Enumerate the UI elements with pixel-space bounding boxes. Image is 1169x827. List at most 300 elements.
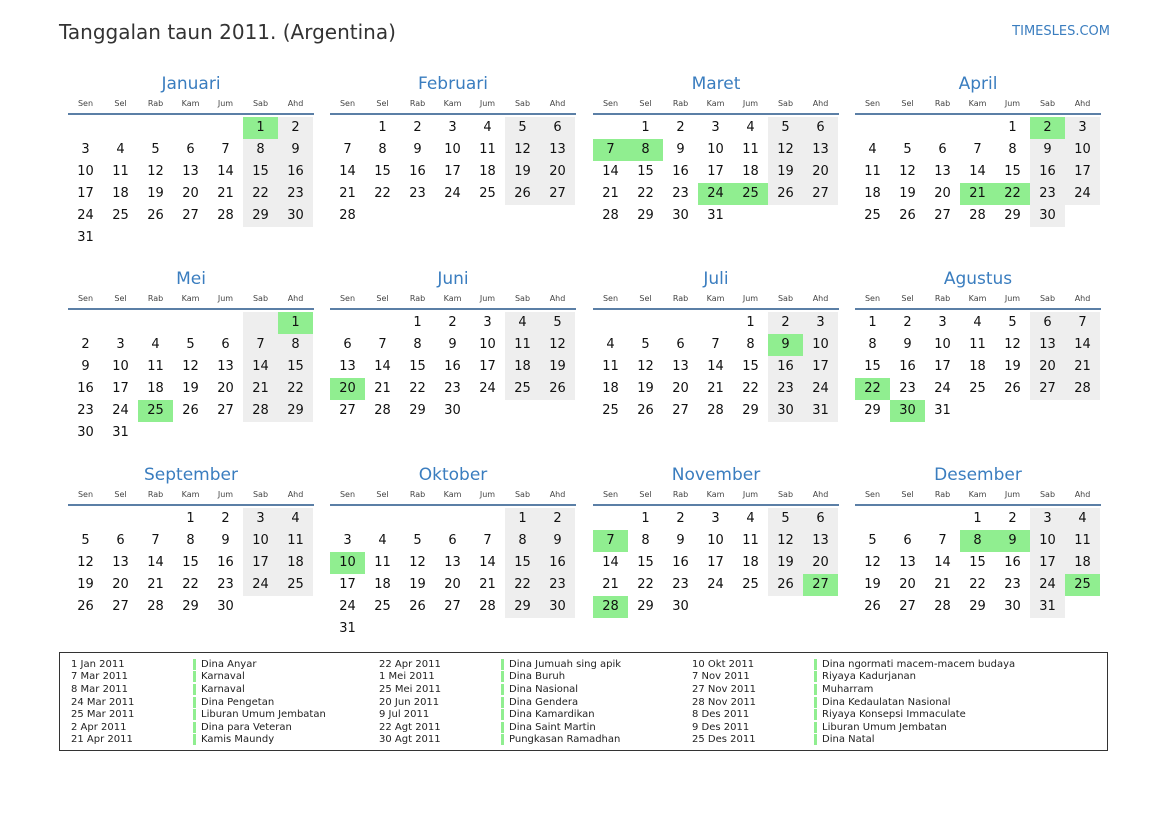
weekday-label: Sel — [639, 99, 652, 108]
holiday-day-cell: 7 — [593, 530, 628, 552]
holiday-name: Pungkasan Ramadhan — [509, 734, 621, 746]
day-cell: 22 — [969, 577, 986, 592]
empty-day-cell — [925, 508, 960, 530]
month-agustus — [855, 268, 1101, 422]
month-name: Oktober — [418, 465, 488, 485]
holiday-name: Dina Gendera — [509, 696, 579, 708]
day-cell: 21 — [602, 577, 619, 592]
holiday-name: Riyaya Konsepsi Immaculate — [822, 709, 966, 721]
day-cell: 6 — [938, 142, 947, 157]
day-cell: 12 — [637, 359, 654, 374]
holiday-marker — [814, 671, 817, 682]
day-cell: 27 — [339, 403, 356, 418]
day-cell: 7 — [221, 142, 230, 157]
day-cell: 15 — [969, 555, 986, 570]
holiday-name: Dina ngormati macem-macem budaya — [822, 658, 1016, 670]
holiday-name: Dina para Veteran — [201, 721, 292, 733]
holiday-marker — [501, 659, 504, 670]
day-cell: 18 — [602, 381, 619, 396]
day-cell: 23 — [217, 577, 234, 592]
day-cell: 7 — [938, 533, 947, 548]
empty-day-cell — [365, 508, 400, 530]
day-cell: 13 — [339, 359, 356, 374]
weekday-label: Ahd — [1074, 490, 1091, 499]
empty-day-cell — [995, 400, 1030, 422]
weekday-label: Sen — [339, 490, 356, 499]
month-maret — [593, 73, 839, 227]
day-cell: 12 — [864, 555, 881, 570]
day-cell: 2 — [81, 337, 90, 352]
day-cell: 1 — [746, 315, 755, 330]
day-cell: 3 — [116, 337, 125, 352]
holiday-day-cell: 10 — [330, 552, 365, 574]
empty-day-cell — [540, 400, 575, 422]
holiday-day-cell: 25 — [138, 400, 173, 422]
holiday-date: 20 Jun 2011 — [379, 696, 440, 708]
weekday-label: Kam — [181, 294, 200, 303]
month-name: Januari — [161, 74, 221, 94]
weekday-label: Sel — [376, 99, 389, 108]
day-cell: 6 — [803, 117, 838, 139]
weekday-label: Jum — [479, 294, 496, 303]
holiday-marker — [501, 671, 504, 682]
day-cell: 15 — [182, 555, 199, 570]
day-cell: 23 — [540, 574, 575, 596]
day-cell: 16 — [672, 555, 689, 570]
day-cell: 30 — [77, 425, 94, 440]
day-cell: 24 — [1030, 574, 1065, 596]
day-cell: 17 — [707, 555, 724, 570]
empty-day-cell — [68, 312, 103, 334]
empty-day-cell — [243, 596, 278, 618]
site-link[interactable]: TIMESLES.COM — [1012, 24, 1110, 39]
day-cell: 17 — [479, 359, 496, 374]
day-cell: 10 — [934, 337, 951, 352]
day-cell: 12 — [147, 164, 164, 179]
day-cell: 17 — [803, 356, 838, 378]
day-cell: 16 — [672, 164, 689, 179]
day-cell: 15 — [505, 552, 540, 574]
weekday-label: Jum — [1004, 99, 1021, 108]
day-cell: 9 — [540, 530, 575, 552]
day-cell: 7 — [483, 533, 492, 548]
holiday-name: Liburan Umum Jembatan — [201, 709, 326, 721]
day-cell: 20 — [672, 381, 689, 396]
day-cell: 30 — [1004, 599, 1021, 614]
holiday-entry — [379, 696, 621, 709]
day-cell: 15 — [374, 164, 391, 179]
empty-day-cell — [103, 227, 138, 249]
empty-day-cell — [400, 205, 435, 227]
day-cell: 3 — [343, 533, 352, 548]
day-cell: 16 — [77, 381, 94, 396]
day-cell: 22 — [243, 183, 278, 205]
day-cell: 28 — [217, 208, 234, 223]
day-cell: 11 — [112, 164, 129, 179]
day-cell: 3 — [483, 315, 492, 330]
weekday-label: Sab — [252, 99, 269, 108]
day-cell: 1 — [1008, 120, 1017, 135]
day-cell: 11 — [1065, 530, 1100, 552]
day-cell: 10 — [479, 337, 496, 352]
day-cell: 15 — [742, 359, 759, 374]
empty-day-cell — [208, 312, 243, 334]
header-divider — [855, 504, 1101, 506]
day-grid — [593, 117, 839, 227]
weekday-label: Sab — [252, 490, 269, 499]
holiday-marker — [814, 697, 817, 708]
weekday-label: Rab — [147, 99, 164, 108]
day-cell: 17 — [339, 577, 356, 592]
holiday-day-cell: 21 — [960, 183, 995, 205]
weekday-label: Sen — [77, 490, 94, 499]
day-grid — [68, 508, 314, 618]
day-cell: 5 — [868, 533, 877, 548]
holiday-entry — [71, 708, 326, 721]
empty-day-cell — [330, 117, 365, 139]
day-cell: 17 — [707, 164, 724, 179]
day-cell: 26 — [505, 183, 540, 205]
weekday-header — [855, 488, 1101, 502]
holiday-date: 8 Des 2011 — [692, 709, 750, 721]
day-cell: 29 — [637, 208, 654, 223]
day-cell: 23 — [899, 381, 916, 396]
holiday-name: Dina Kedaulatan Nasional — [822, 696, 951, 708]
day-cell: 8 — [505, 530, 540, 552]
empty-day-cell — [103, 508, 138, 530]
empty-day-cell — [540, 618, 575, 640]
day-cell: 13 — [899, 555, 916, 570]
holiday-entry — [379, 658, 621, 671]
day-cell: 28 — [602, 208, 619, 223]
weekday-label: Jum — [217, 490, 234, 499]
day-cell: 25 — [602, 403, 619, 418]
day-cell: 13 — [182, 164, 199, 179]
day-cell: 22 — [374, 186, 391, 201]
day-cell: 15 — [637, 164, 654, 179]
day-cell: 27 — [934, 208, 951, 223]
month-name: Mei — [176, 269, 206, 289]
holiday-entry — [379, 721, 621, 734]
month-name: Juli — [703, 269, 729, 289]
holiday-marker — [193, 722, 196, 733]
day-cell: 18 — [1065, 552, 1100, 574]
day-cell: 12 — [1004, 337, 1021, 352]
day-cell: 27 — [182, 208, 199, 223]
day-cell: 18 — [505, 356, 540, 378]
day-cell: 20 — [934, 186, 951, 201]
day-cell: 11 — [864, 164, 881, 179]
day-cell: 5 — [81, 533, 90, 548]
holiday-day-cell: 8 — [960, 530, 995, 552]
day-cell: 20 — [217, 381, 234, 396]
holiday-day-cell: 27 — [803, 574, 838, 596]
empty-day-cell — [855, 117, 890, 139]
empty-day-cell — [505, 205, 540, 227]
empty-day-cell — [470, 618, 505, 640]
day-cell: 1 — [186, 511, 195, 526]
empty-day-cell — [243, 312, 278, 334]
weekday-label: Sen — [864, 490, 881, 499]
holiday-column — [692, 658, 1015, 746]
day-grid — [855, 312, 1101, 422]
weekday-label: Jum — [217, 294, 234, 303]
day-cell: 13 — [672, 359, 689, 374]
holiday-name: Dina Buruh — [509, 671, 566, 683]
month-name: April — [958, 74, 998, 94]
day-cell: 26 — [899, 208, 916, 223]
day-cell: 6 — [221, 337, 230, 352]
day-cell: 4 — [278, 508, 313, 530]
day-cell: 19 — [899, 186, 916, 201]
day-cell: 19 — [409, 577, 426, 592]
day-cell: 10 — [77, 164, 94, 179]
weekday-label: Rab — [409, 99, 426, 108]
header-divider — [593, 504, 839, 506]
empty-day-cell — [365, 205, 400, 227]
weekday-label: Ahd — [1074, 99, 1091, 108]
day-cell: 19 — [77, 577, 94, 592]
day-cell: 10 — [444, 142, 461, 157]
day-cell: 5 — [768, 117, 803, 139]
day-cell: 26 — [77, 599, 94, 614]
holiday-entry — [692, 721, 1015, 734]
weekday-label: Kam — [181, 490, 200, 499]
month-november — [593, 464, 839, 618]
month-februari — [330, 73, 576, 227]
weekday-label: Sen — [602, 294, 619, 303]
day-cell: 22 — [278, 378, 313, 400]
day-cell: 9 — [278, 139, 313, 161]
weekday-label: Sel — [376, 294, 389, 303]
weekday-label: Rab — [147, 490, 164, 499]
month-april — [855, 73, 1101, 227]
holiday-day-cell: 22 — [855, 378, 890, 400]
empty-day-cell — [1030, 400, 1065, 422]
day-cell: 5 — [186, 337, 195, 352]
holiday-date: 7 Nov 2011 — [692, 671, 750, 683]
holiday-date: 2 Apr 2011 — [71, 721, 127, 733]
holiday-date: 21 Apr 2011 — [71, 734, 133, 746]
empty-day-cell — [138, 312, 173, 334]
day-cell: 14 — [147, 555, 164, 570]
day-cell: 2 — [221, 511, 230, 526]
day-cell: 30 — [278, 205, 313, 227]
month-name: Februari — [418, 74, 488, 94]
day-cell: 15 — [864, 359, 881, 374]
day-cell: 12 — [540, 334, 575, 356]
weekday-label: Kam — [706, 294, 725, 303]
holiday-date: 25 Mar 2011 — [71, 709, 135, 721]
empty-day-cell — [628, 312, 663, 334]
empty-day-cell — [698, 312, 733, 334]
weekday-label: Sel — [114, 490, 127, 499]
weekday-label: Kam — [706, 99, 725, 108]
day-cell: 1 — [641, 511, 650, 526]
holiday-name: Dina Jumuah sing apik — [509, 658, 622, 670]
day-grid — [330, 508, 576, 640]
day-cell: 4 — [868, 142, 877, 157]
day-cell: 11 — [969, 337, 986, 352]
day-cell: 13 — [803, 530, 838, 552]
day-cell: 22 — [742, 381, 759, 396]
weekday-label: Ahd — [549, 294, 566, 303]
day-cell: 6 — [186, 142, 195, 157]
empty-day-cell — [68, 117, 103, 139]
day-cell: 4 — [746, 120, 755, 135]
day-cell: 14 — [602, 555, 619, 570]
empty-day-cell — [960, 400, 995, 422]
holiday-name: Dina Pengetan — [201, 696, 275, 708]
holiday-day-cell: 2 — [1030, 117, 1065, 139]
holiday-marker — [501, 734, 504, 745]
day-cell: 27 — [217, 403, 234, 418]
holiday-entry — [379, 683, 621, 696]
day-cell: 12 — [899, 164, 916, 179]
day-cell: 15 — [637, 555, 654, 570]
holiday-marker — [814, 684, 817, 695]
day-grid — [330, 312, 576, 422]
day-cell: 10 — [803, 334, 838, 356]
holiday-name: Karnaval — [201, 683, 245, 695]
holiday-day-cell: 22 — [995, 183, 1030, 205]
holiday-date: 28 Nov 2011 — [692, 696, 757, 708]
empty-day-cell — [733, 205, 768, 227]
day-cell: 4 — [378, 533, 387, 548]
month-name: November — [671, 465, 761, 485]
day-cell: 30 — [217, 599, 234, 614]
day-cell: 25 — [112, 208, 129, 223]
day-cell: 24 — [707, 577, 724, 592]
empty-day-cell — [593, 312, 628, 334]
day-cell: 7 — [378, 337, 387, 352]
weekday-label: Sen — [602, 490, 619, 499]
day-cell: 18 — [112, 186, 129, 201]
day-cell: 18 — [278, 552, 313, 574]
day-cell: 24 — [243, 574, 278, 596]
day-cell: 26 — [864, 599, 881, 614]
weekday-label: Sen — [864, 99, 881, 108]
day-cell: 1 — [868, 315, 877, 330]
weekday-label: Sab — [1039, 294, 1056, 303]
weekday-label: Kam — [443, 490, 462, 499]
holiday-day-cell: 24 — [698, 183, 733, 205]
day-cell: 30 — [540, 596, 575, 618]
day-cell: 16 — [899, 359, 916, 374]
empty-day-cell — [470, 508, 505, 530]
day-cell: 1 — [641, 120, 650, 135]
empty-day-cell — [435, 618, 470, 640]
header-divider — [593, 308, 839, 310]
day-cell: 13 — [217, 359, 234, 374]
month-name: Desember — [934, 465, 1022, 485]
weekday-label: Rab — [934, 294, 951, 303]
day-grid — [68, 312, 314, 444]
day-cell: 5 — [540, 312, 575, 334]
weekday-label: Ahd — [549, 490, 566, 499]
weekday-label: Sen — [77, 99, 94, 108]
weekday-header — [68, 292, 314, 306]
day-cell: 29 — [864, 403, 881, 418]
day-cell: 13 — [1030, 334, 1065, 356]
empty-day-cell — [208, 422, 243, 444]
day-cell: 5 — [641, 337, 650, 352]
weekday-label: Sen — [602, 99, 619, 108]
day-cell: 11 — [278, 530, 313, 552]
empty-day-cell — [243, 227, 278, 249]
holiday-day-cell: 25 — [1065, 574, 1100, 596]
weekday-header — [593, 292, 839, 306]
holiday-entry — [692, 683, 1015, 696]
holiday-name: Dina Saint Martin — [509, 721, 596, 733]
header-divider — [593, 113, 839, 115]
weekday-label: Kam — [443, 99, 462, 108]
empty-day-cell — [278, 422, 313, 444]
day-cell: 1 — [378, 120, 387, 135]
day-cell: 13 — [803, 139, 838, 161]
day-cell: 11 — [742, 142, 759, 157]
empty-day-cell — [803, 205, 838, 227]
weekday-label: Sen — [864, 294, 881, 303]
holiday-marker — [193, 671, 196, 682]
day-cell: 25 — [864, 208, 881, 223]
weekday-label: Kam — [443, 294, 462, 303]
day-cell: 23 — [1004, 577, 1021, 592]
empty-day-cell — [890, 508, 925, 530]
day-cell: 22 — [505, 574, 540, 596]
holiday-day-cell: 25 — [733, 183, 768, 205]
day-cell: 24 — [444, 186, 461, 201]
day-cell: 4 — [973, 315, 982, 330]
day-cell: 26 — [147, 208, 164, 223]
empty-day-cell — [470, 400, 505, 422]
day-cell: 26 — [768, 574, 803, 596]
day-cell: 20 — [1030, 356, 1065, 378]
month-juli — [593, 268, 839, 422]
day-cell: 22 — [182, 577, 199, 592]
day-cell: 18 — [374, 577, 391, 592]
day-cell: 6 — [803, 508, 838, 530]
day-cell: 31 — [112, 425, 129, 440]
day-cell: 27 — [444, 599, 461, 614]
day-cell: 23 — [672, 577, 689, 592]
empty-day-cell — [173, 117, 208, 139]
weekday-label: Rab — [672, 294, 689, 303]
empty-day-cell — [1065, 205, 1100, 227]
day-cell: 30 — [444, 403, 461, 418]
day-cell: 19 — [540, 356, 575, 378]
weekday-label: Sel — [639, 294, 652, 303]
weekday-label: Sel — [114, 294, 127, 303]
day-cell: 25 — [479, 186, 496, 201]
empty-day-cell — [138, 117, 173, 139]
holiday-date: 10 Okt 2011 — [692, 658, 755, 670]
day-cell: 9 — [676, 533, 685, 548]
day-cell: 11 — [147, 359, 164, 374]
weekday-label: Sab — [777, 490, 794, 499]
day-cell: 21 — [374, 381, 391, 396]
holiday-day-cell: 1 — [243, 117, 278, 139]
day-cell: 20 — [899, 577, 916, 592]
day-cell: 2 — [903, 315, 912, 330]
empty-day-cell — [278, 227, 313, 249]
day-cell: 8 — [641, 533, 650, 548]
holiday-marker — [501, 697, 504, 708]
day-cell: 12 — [768, 139, 803, 161]
day-cell: 26 — [768, 183, 803, 205]
empty-day-cell — [138, 227, 173, 249]
day-cell: 14 — [934, 555, 951, 570]
